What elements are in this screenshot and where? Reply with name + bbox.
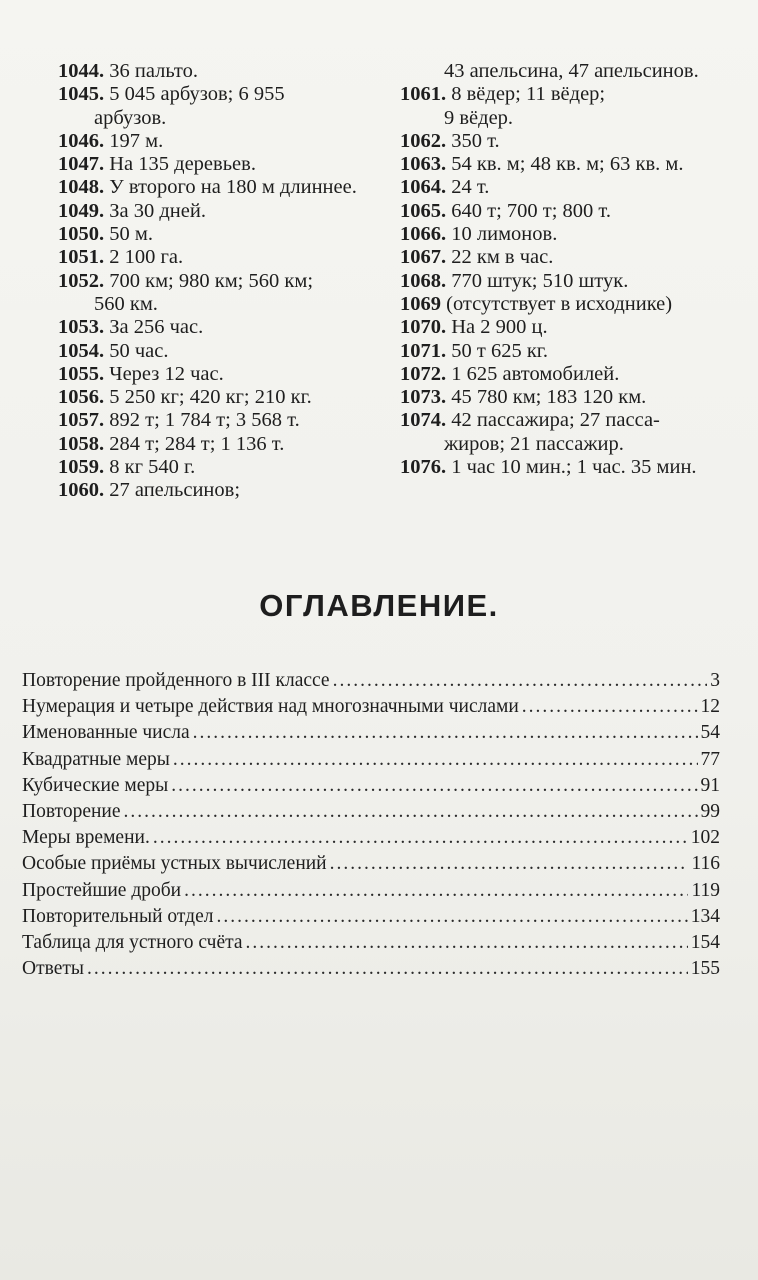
answer-line	[58, 433, 393, 456]
toc-entry-label: Повторительный отдел	[22, 905, 214, 927]
answer-line	[58, 409, 393, 432]
table-of-contents	[22, 670, 720, 984]
answer-number: 1069	[400, 292, 441, 315]
answer-line	[58, 456, 393, 479]
answer-number: 1059.	[58, 456, 105, 479]
answer-text: 50 т 625 кг.	[446, 339, 549, 362]
toc-entry-label: Меры времени.	[22, 827, 150, 849]
answer-text: 350 т.	[446, 129, 500, 152]
toc-entry-label: Ответы	[22, 958, 84, 980]
answer-text: 50 час.	[104, 339, 169, 362]
answer-line	[400, 316, 740, 339]
toc-entry-page: 54	[700, 722, 720, 744]
answer-line	[400, 223, 740, 246]
toc-entry-label: Особые приёмы устных вычислений	[22, 853, 327, 875]
toc-entry-page: 154	[690, 931, 720, 953]
answer-text: 700 км; 980 км; 560 км;	[104, 269, 314, 292]
answers-right-column	[400, 60, 740, 479]
toc-dot-leader	[173, 749, 698, 771]
answer-line	[58, 386, 393, 409]
answer-text: 1 625 автомобилей.	[446, 362, 620, 385]
toc-entry	[22, 749, 720, 775]
toc-entry-page: 77	[700, 748, 720, 770]
answer-line	[58, 479, 393, 502]
answer-line	[58, 246, 393, 269]
answer-number: 1051.	[58, 246, 105, 269]
answer-text: У второго на 180 м длиннее.	[104, 176, 357, 199]
answer-text: 50 м.	[104, 223, 153, 246]
answer-text: 45 780 км; 183 120 км.	[446, 386, 647, 409]
answer-number: 1073.	[400, 386, 447, 409]
answer-line	[400, 83, 740, 106]
toc-entry-page: 119	[691, 879, 720, 901]
answer-line	[400, 340, 740, 363]
toc-entry-label: Повторение	[22, 800, 121, 822]
answer-line	[400, 456, 740, 479]
toc-entry-label: Кубические меры	[22, 774, 169, 796]
toc-entry	[22, 801, 720, 827]
answer-line	[58, 153, 393, 176]
toc-entry-label: Повторение пройденного в III классе	[22, 670, 330, 691]
answer-text: 770 штук; 510 штук.	[446, 269, 629, 292]
toc-entry	[22, 932, 720, 958]
toc-entry-page: 102	[690, 827, 720, 849]
answer-line	[400, 130, 740, 153]
answer-text: Через 12 час.	[104, 362, 224, 385]
toc-entry-page: 91	[700, 774, 720, 796]
toc-dot-leader	[153, 827, 688, 849]
answer-line	[58, 363, 393, 386]
answer-text: За 30 дней.	[104, 199, 206, 222]
answer-text: 892 т; 1 784 т; 3 568 т.	[104, 409, 300, 432]
answer-line	[58, 223, 393, 246]
answers-left-column	[58, 60, 393, 503]
toc-dot-leader	[246, 932, 688, 954]
answer-number: 1056.	[58, 386, 105, 409]
answer-continuation: арбузов.	[94, 106, 167, 129]
toc-entry	[22, 827, 720, 853]
answer-text: За 256 час.	[104, 316, 204, 339]
answer-number: 1057.	[58, 409, 105, 432]
toc-entry-page: 134	[690, 905, 720, 927]
answer-number: 1053.	[58, 316, 105, 339]
answer-continuation: 43 апельсина, 47 апельсинов.	[444, 60, 699, 82]
toc-dot-leader	[216, 906, 687, 928]
toc-entry-label: Простейшие дроби	[22, 879, 182, 901]
answer-text: 10 лимонов.	[446, 223, 558, 246]
toc-entry-page: 116	[691, 853, 720, 875]
answer-text: 1 час 10 мин.; 1 час. 35 мин.	[446, 456, 697, 479]
toc-entry-page: 12	[700, 696, 720, 718]
toc-dot-leader	[193, 722, 698, 744]
toc-dot-leader	[333, 670, 708, 692]
answer-line	[400, 293, 740, 316]
answer-number: 1054.	[58, 339, 105, 362]
answer-number: 1060.	[58, 479, 105, 502]
toc-dot-leader	[184, 880, 688, 902]
toc-entry-page: 3	[710, 670, 720, 691]
answer-number: 1065.	[400, 199, 447, 222]
toc-entry-label: Таблица для устного счёта	[22, 931, 243, 953]
answer-number: 1045.	[58, 83, 105, 106]
answer-continuation: 560 км.	[94, 292, 158, 315]
toc-title: ОГЛАВЛЕНИЕ.	[259, 588, 499, 623]
answer-line	[400, 153, 740, 176]
answer-number: 1068.	[400, 269, 447, 292]
answer-line	[400, 176, 740, 199]
answer-text: 5 250 кг; 420 кг; 210 кг.	[104, 386, 312, 409]
answer-line	[58, 270, 393, 293]
answer-text: (отсутствует в исходнике)	[441, 292, 673, 315]
toc-dot-leader	[124, 801, 698, 823]
toc-dot-leader	[171, 775, 697, 797]
toc-entry-label: Именованные числа	[22, 722, 190, 744]
toc-entry	[22, 722, 720, 748]
answer-number: 1062.	[400, 129, 447, 152]
answer-text: 27 апельсинов;	[104, 479, 241, 502]
answer-text: 24 т.	[446, 176, 490, 199]
answer-number: 1044.	[58, 60, 105, 82]
answer-line	[58, 83, 393, 106]
answer-text: На 135 деревьев.	[104, 153, 256, 176]
answer-continuation: жиров; 21 пассажир.	[444, 432, 624, 455]
answer-line	[400, 270, 740, 293]
answer-text: 36 пальто.	[104, 60, 198, 82]
answer-number: 1066.	[400, 223, 447, 246]
toc-entry	[22, 670, 720, 696]
toc-entry	[22, 696, 720, 722]
answer-text: 640 т; 700 т; 800 т.	[446, 199, 611, 222]
answer-line	[58, 130, 393, 153]
answer-line	[58, 176, 393, 199]
toc-entry	[22, 853, 720, 879]
toc-dot-leader	[330, 853, 689, 875]
toc-dot-leader	[87, 958, 688, 980]
answer-number: 1064.	[400, 176, 447, 199]
answer-continuation: 9 вёдер.	[444, 106, 514, 129]
toc-entry-page: 155	[690, 958, 720, 980]
answer-text: 2 100 га.	[104, 246, 184, 269]
answer-number: 1074.	[400, 409, 447, 432]
answer-number: 1052.	[58, 269, 105, 292]
answer-text: 22 км в час.	[446, 246, 554, 269]
answer-line	[58, 60, 393, 83]
answer-text: 42 пассажира; 27 пасса-	[446, 409, 660, 432]
answer-line	[400, 409, 740, 432]
answer-number: 1048.	[58, 176, 105, 199]
answer-text: 8 вёдер; 11 вёдер;	[446, 83, 606, 106]
answer-line	[58, 200, 393, 223]
answer-text: 197 м.	[104, 129, 164, 152]
answer-text: 54 кв. м; 48 кв. м; 63 кв. м.	[446, 153, 684, 176]
answer-number: 1063.	[400, 153, 447, 176]
answer-line	[58, 316, 393, 339]
answer-text: 8 кг 540 г.	[104, 456, 196, 479]
answer-number: 1061.	[400, 83, 447, 106]
answer-number: 1076.	[400, 456, 447, 479]
answer-number: 1046.	[58, 129, 105, 152]
answer-number: 1071.	[400, 339, 447, 362]
answer-line	[400, 363, 740, 386]
answer-line	[58, 340, 393, 363]
toc-entry	[22, 906, 720, 932]
toc-dot-leader	[522, 696, 698, 718]
answer-line	[400, 246, 740, 269]
answer-number: 1067.	[400, 246, 447, 269]
answer-line	[400, 200, 740, 223]
answer-text: На 2 900 ц.	[446, 316, 548, 339]
toc-entry	[22, 958, 720, 984]
answer-text: 5 045 арбузов; 6 955	[104, 83, 285, 106]
toc-entry-page: 99	[700, 800, 720, 822]
answer-number: 1070.	[400, 316, 447, 339]
toc-entry	[22, 775, 720, 801]
answer-number: 1072.	[400, 362, 447, 385]
toc-entry	[22, 880, 720, 906]
toc-entry-label: Нумерация и четыре действия над многозначными числами	[22, 696, 519, 718]
toc-entry-label: Квадратные меры	[22, 748, 170, 770]
answer-text: 284 т; 284 т; 1 136 т.	[104, 432, 285, 455]
answer-number: 1050.	[58, 223, 105, 246]
answer-number: 1058.	[58, 432, 105, 455]
answer-number: 1055.	[58, 362, 105, 385]
answer-line	[400, 386, 740, 409]
answer-number: 1047.	[58, 153, 105, 176]
answer-number: 1049.	[58, 199, 105, 222]
